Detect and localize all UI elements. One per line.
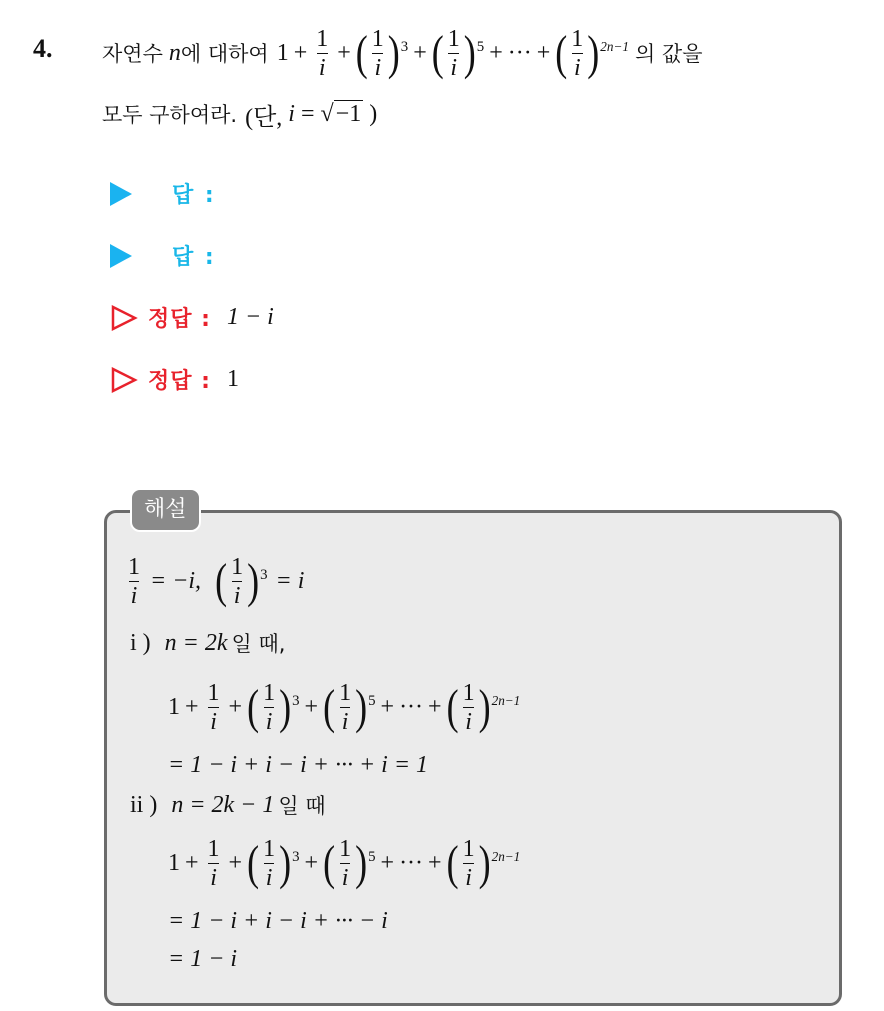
case-label: ii ) [130, 791, 158, 818]
case-text: 일 때 [278, 794, 326, 818]
correct-answer-value: 1 [226, 366, 239, 392]
exponent: 5 [368, 692, 376, 709]
frac-num: 1 [339, 679, 352, 706]
frac-num: 1 [371, 25, 384, 52]
case-2-result-1: = 1 − i + i − i + ··· − i [168, 907, 388, 934]
frac-num: 1 [316, 25, 329, 52]
expr-plus: + [413, 39, 427, 66]
solution-tag: 해설 [130, 488, 201, 532]
correct-answer-label: 정답 : [148, 369, 211, 394]
exponent: 5 [476, 38, 485, 55]
expr-plus: + [380, 693, 395, 720]
frac-num: 1 [231, 553, 244, 580]
answer-row-1 [110, 178, 216, 209]
expr-power-last: ( $\frac{1}{i}$ ) 2n−1 [446, 835, 521, 891]
exponent: 3 [400, 38, 409, 55]
exponent: 3 [260, 566, 268, 583]
expr-ellipsis: ··· [507, 39, 532, 66]
condition-sqrt: √−1 [320, 100, 362, 127]
expr-plus: + [304, 849, 319, 876]
frac-num: 1 [339, 835, 352, 862]
frac-num: 1 [263, 679, 276, 706]
expr-ellipsis: ··· [399, 693, 424, 720]
question-line2-text: 모두 구하여라. [102, 103, 238, 127]
expr-power-3: ( $\frac{1}{i}$ ) 3 [247, 835, 300, 891]
condition-eq: = [300, 100, 315, 127]
question-text-3: 의 값을 [634, 42, 703, 66]
frac-num: 1 [462, 835, 475, 862]
frac-den: i [374, 54, 382, 81]
frac-num: 1 [207, 679, 220, 706]
case-1-result: = 1 − i + i − i + ··· + i = 1 [168, 751, 429, 778]
expr-power-3: ( $\frac{1}{i}$ ) 3 [215, 553, 268, 609]
frac-den: i [265, 864, 273, 891]
exponent: 2n−1 [491, 693, 521, 708]
frac-den: i [210, 864, 217, 891]
frac-num: 1 [207, 835, 220, 862]
frac-den: i [130, 582, 138, 609]
expr-frac [314, 27, 330, 80]
correct-answer-row-1 [110, 302, 274, 333]
case-condition: n = 2k − 1 [171, 791, 275, 818]
question-text-1: 자연수 [102, 42, 163, 66]
expr-power-last: ( $\frac{1}{i}$ ) 2n−1 [446, 679, 521, 735]
expr-plus: + [536, 39, 551, 66]
question-line-1 [102, 20, 703, 86]
outline-triangle-icon [110, 305, 138, 331]
correct-answer-row-2 [110, 364, 239, 395]
exponent: 5 [368, 848, 376, 865]
question-number: 4. [33, 34, 53, 63]
expr-plus: + [185, 693, 199, 720]
expr-plus: + [228, 693, 243, 720]
case-2-header [130, 788, 326, 822]
eq-text: = −i, [150, 567, 202, 594]
condition-close: ) [369, 100, 378, 127]
case-condition: n = 2k [164, 629, 228, 656]
expr-plus: + [185, 849, 199, 876]
answer-label: 답 : [172, 245, 216, 270]
frac-num: 1 [447, 25, 460, 52]
frac [126, 555, 142, 608]
expr-ellipsis: ··· [399, 849, 424, 876]
exponent: 2n−1 [491, 849, 521, 864]
question-text-2: 에 대하여 [180, 42, 269, 66]
expr-one: 1 [168, 693, 180, 720]
expr-power-5: ( $\frac{1}{i}$ ) 5 [323, 679, 376, 735]
outline-triangle-icon [110, 367, 138, 393]
question-line-2 [102, 96, 377, 132]
case-1-header [130, 626, 285, 660]
correct-answer-label: 정답 : [148, 307, 211, 332]
expr-plus: + [489, 39, 503, 66]
frac [206, 837, 222, 890]
answer-label: 답 : [172, 183, 216, 208]
exponent: 3 [292, 692, 300, 709]
frac-den: i [265, 708, 273, 735]
expr-plus: + [228, 849, 243, 876]
frac-den: i [233, 582, 241, 609]
expr-plus: + [428, 693, 442, 720]
expr-power-last: ( $\frac{1}{i}$ ) 2n−1 [555, 25, 629, 81]
triangle-icon [110, 244, 132, 268]
expr-plus: + [380, 849, 395, 876]
expr-power-5: ( $\frac{1}{i}$ ) 5 [323, 835, 376, 891]
frac-den: i [341, 864, 349, 891]
frac-den: i [210, 708, 217, 735]
frac-num: 1 [263, 835, 276, 862]
frac-num: 1 [128, 553, 140, 580]
expr-plus: + [293, 39, 308, 66]
expr-plus: + [428, 849, 442, 876]
expr-one: 1 [168, 849, 180, 876]
frac-den: i [318, 54, 326, 81]
expr-power-3: ( $\frac{1}{i}$ ) 3 [247, 679, 300, 735]
frac-den: i [573, 54, 581, 81]
condition-open: (단, [245, 104, 283, 131]
expr-plus: + [337, 39, 351, 66]
case-text: 일 때, [231, 632, 286, 656]
frac-den: i [450, 54, 458, 81]
case-2-expression [168, 830, 520, 896]
expr-one: 1 [276, 39, 289, 66]
frac-den: i [341, 708, 349, 735]
condition-i: i [288, 100, 295, 127]
correct-answer-value: 1 − i [226, 304, 274, 330]
frac-num: 1 [462, 679, 475, 706]
triangle-icon [110, 182, 132, 206]
answer-row-2 [110, 240, 216, 271]
frac-den: i [465, 708, 472, 735]
frac-num: 1 [571, 25, 584, 52]
case-2-result-2: = 1 − i [168, 945, 238, 972]
exponent: 2n−1 [600, 39, 629, 54]
question-var-n: n [168, 39, 181, 66]
expr-power-3: ( $\frac{1}{i}$ ) 3 [355, 25, 409, 81]
case-1-expression [168, 674, 520, 740]
expr-power-5: ( $\frac{1}{i}$ ) 5 [431, 25, 485, 81]
solution-line-1 [124, 548, 304, 614]
frac-den: i [465, 864, 472, 891]
sqrt-radicand: −1 [335, 100, 362, 127]
case-label: i ) [130, 629, 151, 656]
exponent: 3 [292, 848, 300, 865]
eq-text: = i [275, 567, 305, 594]
expr-plus: + [304, 693, 319, 720]
frac [206, 681, 222, 734]
